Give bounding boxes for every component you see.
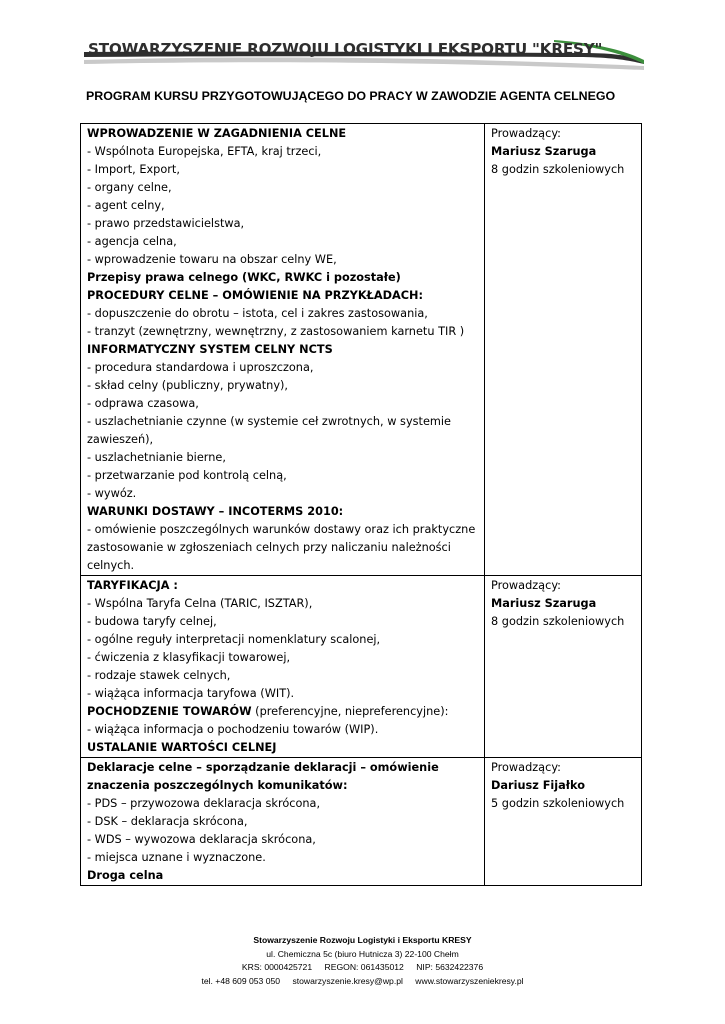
logo-swoosh-gray — [84, 58, 644, 70]
training-hours: 8 godzin szkoleniowych — [491, 615, 625, 628]
program-row — [81, 124, 642, 576]
topic-item: - ćwiczenia z klasyfikacji towarowej, — [87, 651, 291, 664]
section-heading-suffix: (preferencyjne, niepreferencyjne): — [251, 705, 449, 718]
training-hours: 5 godzin szkoleniowych — [491, 797, 625, 810]
topic-item: - omówienie poszczególnych warunków dostawy oraz ich praktyczne zastosowanie w zgłoszeniach celnych przy naliczaniu należności celnych. — [87, 523, 476, 572]
footer-phone: tel. +48 609 053 050 — [201, 975, 281, 986]
header-logo — [84, 30, 644, 76]
topic-item: - Wspólna Taryfa Celna (TARIC, ISZTAR), — [87, 597, 313, 610]
topic-item: - odprawa czasowa, — [87, 397, 199, 410]
section-heading: Deklaracje celne – sporządzanie deklaracji – omówienie znaczenia poszczególnych komunikatów: — [87, 761, 439, 792]
footer-contact — [0, 975, 725, 989]
program-row — [81, 758, 642, 886]
footer-org: Stowarzyszenie Rozwoju Logistyki i Eksportu KRESY — [253, 935, 472, 945]
topic-item: - PDS – przywozowa deklaracja skrócona, — [87, 797, 321, 810]
topic-item: - wywóz. — [87, 487, 137, 500]
section-heading: TARYFIKACJA : — [87, 579, 178, 592]
organization-name: STOWARZYSZENIE ROZWOJU LOGISTYKI I EKSPORTU "KRESY" — [88, 40, 603, 58]
topic-item: - WDS – wywozowa deklaracja skrócona, — [87, 833, 316, 846]
section-heading: Droga celna — [87, 869, 164, 882]
topic-item: - budowa taryfy celnej, — [87, 615, 217, 628]
footer-regon: REGON: 061435012 — [324, 962, 404, 972]
topic-item: - skład celny (publiczny, prywatny), — [87, 379, 289, 392]
footer-email[interactable]: stowarzyszenie.kresy@wp.pl — [292, 975, 403, 986]
lecturer-name: Mariusz Szaruga — [491, 145, 597, 158]
topic-item: - ogólne reguły interpretacji nomenklatury scalonej, — [87, 633, 381, 646]
section-heading: Przepisy prawa celnego (WKC, RWKC i pozostałe) — [87, 271, 401, 284]
topic-item: - Wspólnota Europejska, EFTA, kraj trzeci, — [87, 145, 322, 158]
lecturer-label: Prowadzący: — [491, 761, 561, 774]
topics-cell — [81, 758, 485, 886]
topic-item: - DSK – deklaracja skrócona, — [87, 815, 248, 828]
topic-item: - wiążąca informacja taryfowa (WIT). — [87, 687, 295, 700]
footer-website[interactable]: www.stowarzyszeniekresy.pl — [415, 975, 524, 986]
program-row — [81, 576, 642, 758]
lecturer-name: Dariusz Fijałko — [491, 779, 585, 792]
section-heading-text: POCHODZENIE TOWARÓW — [87, 705, 252, 718]
footer-nip: NIP: 5632422376 — [416, 962, 484, 972]
topic-item: - przetwarzanie pod kontrolą celną, — [87, 469, 287, 482]
course-program-table — [80, 123, 642, 886]
page-title: PROGRAM KURSU PRZYGOTOWUJĄCEGO DO PRACY W ZAWODZIE AGENTA CELNEGO — [86, 89, 616, 103]
topic-item: - miejsca uznane i wyznaczone. — [87, 851, 266, 864]
topic-item: - Import, Export, — [87, 163, 180, 176]
topic-item: - rodzaje stawek celnych, — [87, 669, 231, 682]
topic-item: - procedura standardowa i uproszczona, — [87, 361, 314, 374]
topic-item: - agencja celna, — [87, 235, 177, 248]
topic-item: - uszlachetnianie bierne, — [87, 451, 226, 464]
section-heading: WPROWADZENIE W ZAGADNIENIA CELNE — [87, 127, 347, 140]
topic-item: - prawo przedstawicielstwa, — [87, 217, 245, 230]
lecturer-cell — [485, 758, 642, 886]
topic-item: - uszlachetnianie czynne (w systemie ceł zwrotnych, w systemie zawieszeń), — [87, 415, 451, 446]
lecturer-name: Mariusz Szaruga — [491, 597, 597, 610]
lecturer-cell — [485, 576, 642, 758]
topic-item: - wiążąca informacja o pochodzeniu towarów (WIP). — [87, 723, 379, 736]
topic-item: - tranzyt (zewnętrzny, wewnętrzny, z zastosowaniem karnetu TIR ) — [87, 325, 465, 338]
footer-registry — [0, 961, 725, 975]
section-heading — [87, 703, 478, 721]
topic-item: - organy celne, — [87, 181, 172, 194]
lecturer-label: Prowadzący: — [491, 579, 561, 592]
section-heading: PROCEDURY CELNE – OMÓWIENIE NA PRZYKŁADACH: — [87, 289, 423, 302]
topics-cell — [81, 576, 485, 758]
topic-item: - agent celny, — [87, 199, 165, 212]
training-hours: 8 godzin szkoleniowych — [491, 163, 625, 176]
topics-cell — [81, 124, 485, 576]
section-heading: WARUNKI DOSTAWY – INCOTERMS 2010: — [87, 505, 344, 518]
footer-address: ul. Chemiczna 5c (biuro Hutnicza 3) 22-100 Chełm — [266, 948, 459, 959]
footer-krs: KRS: 0000425721 — [241, 962, 313, 972]
lecturer-label: Prowadzący: — [491, 127, 561, 140]
section-heading: INFORMATYCZNY SYSTEM CELNY NCTS — [87, 343, 333, 356]
course-program-body — [81, 124, 642, 886]
topic-item: - dopuszczenie do obrotu – istota, cel i zakres zastosowania, — [87, 307, 428, 320]
footer — [0, 934, 725, 988]
lecturer-cell — [485, 124, 642, 576]
section-heading: USTALANIE WARTOŚCI CELNEJ — [87, 741, 277, 754]
topic-item: - wprowadzenie towaru na obszar celny WE, — [87, 253, 337, 266]
